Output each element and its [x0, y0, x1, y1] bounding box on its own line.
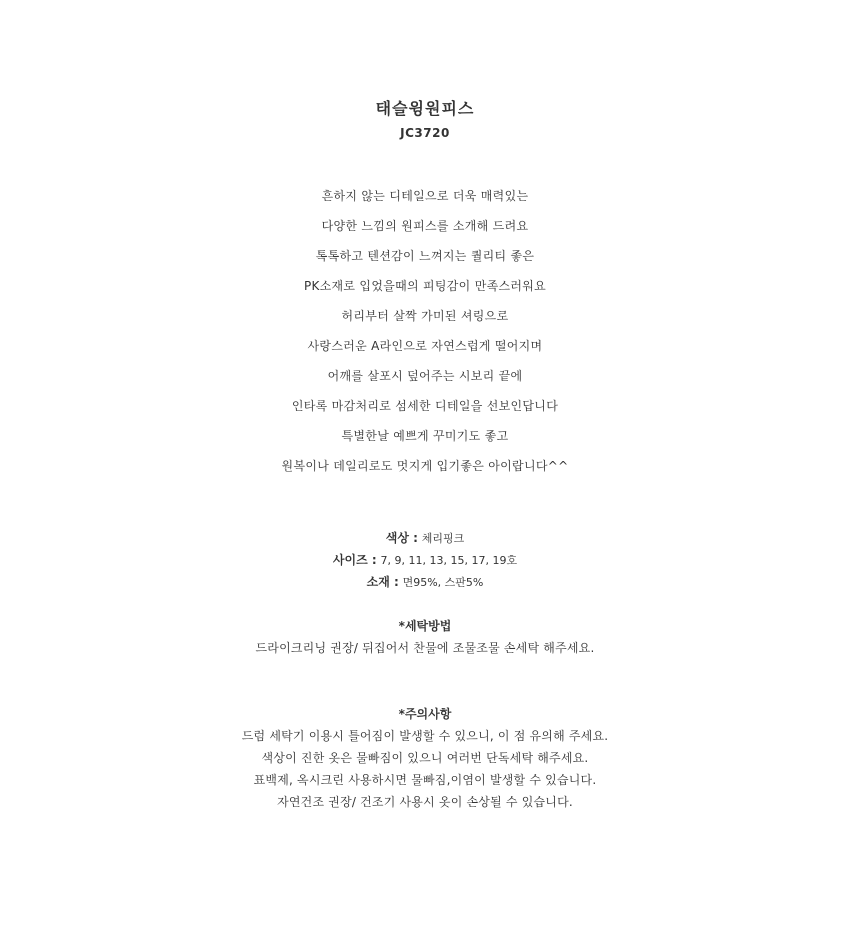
description-line: 톡톡하고 텐션감이 느껴지는 퀄리티 좋은	[315, 249, 535, 263]
spec-material	[0, 572, 850, 594]
washing-line: 드라이크리닝 권장/ 뒤집어서 찬물에 조물조물 손세탁 해주세요.	[255, 641, 595, 655]
description-line: 어깨를 살포시 덮어주는 시보리 끝에	[327, 369, 523, 383]
description-line: 인타록 마감처리로 섬세한 디테일을 선보인답니다	[291, 399, 559, 413]
product-title: 태슬윙원피스	[375, 99, 475, 118]
caution-line: 색상이 진한 옷은 물빠짐이 있으니 여러번 단독세탁 해주세요.	[261, 751, 589, 765]
description-line: 허리부터 살짝 가미된 셔링으로	[341, 309, 509, 323]
product-specs	[0, 528, 850, 594]
description-line: 특별한날 예쁘게 꾸미기도 좋고	[341, 429, 509, 443]
spec-color-label: 색상 :	[385, 531, 418, 545]
spec-color-value: 체리핑크	[421, 532, 465, 545]
spec-color	[0, 528, 850, 550]
caution-line: 자연건조 권장/ 건조기 사용시 옷이 손상될 수 있습니다.	[277, 795, 573, 809]
description-line: 사랑스러운 A라인으로 자연스럽게 떨어지며	[307, 339, 543, 353]
description-line: PK소재로 입었을때의 피팅감이 만족스러워요	[303, 279, 547, 293]
spec-material-value: 면95%, 스판5%	[402, 576, 484, 589]
description-line: 흔하지 않는 디테일으로 더욱 매력있는	[321, 189, 529, 203]
spec-size-label: 사이즈 :	[332, 553, 377, 567]
description-line: 다양한 느낌의 원피스를 소개해 드려요	[321, 219, 529, 233]
caution-section	[0, 704, 850, 814]
product-code: JC3720	[400, 126, 450, 140]
caution-line: 표백제, 옥시크린 사용하시면 물빠짐,이염이 발생할 수 있습니다.	[253, 773, 597, 787]
spec-material-label: 소재 :	[366, 575, 399, 589]
washing-title: *세탁방법	[398, 619, 452, 633]
caution-line: 드럼 세탁기 이용시 틀어짐이 발생할 수 있으니, 이 점 유의해 주세요.	[241, 729, 609, 743]
washing-section	[0, 616, 850, 660]
caution-title: *주의사항	[398, 707, 452, 721]
product-description	[0, 186, 850, 486]
spec-size-value: 7, 9, 11, 13, 15, 17, 19호	[380, 554, 518, 567]
spec-size	[0, 550, 850, 572]
description-line: 원복이나 데일리로도 멋지게 입기좋은 아이랍니다^^	[281, 459, 569, 473]
